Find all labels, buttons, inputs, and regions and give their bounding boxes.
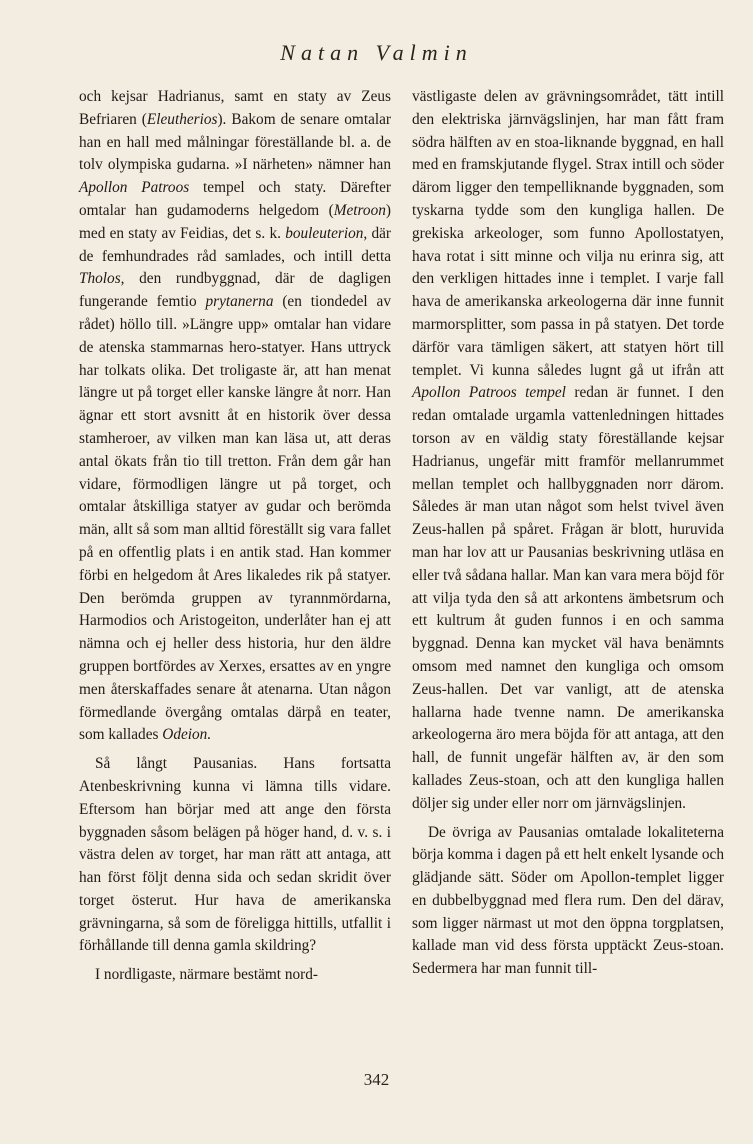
left-paragraph-3: I nordligaste, närmare bestämt nord- [95,966,318,984]
left-column [79,86,391,987]
italic-term: bouleuterion, [285,224,368,242]
page-number: 342 [363,1070,390,1089]
italic-term: Metroon [333,201,386,219]
italic-term: Apollon Patroos tempel [412,384,566,402]
italic-term: Tholos, [79,270,125,288]
left-paragraph-1: och kejsar Hadrianus, samt en staty av Zeus Befriaren (Eleutherios). Bakom de senare omtalar han en hall med målningar föreställande bl. a. de tolv olympiska gudarna. »I närheten» nämner han Apollon Patroos tempel och staty. Därefter omtalar han gudamoderns helgedom (Metroon) med en staty av Feidias, det s. k. bouleuterion, där de femhundrades råd samlades, och intill detta Tholos, den rundbyggnad, där de dagligen fungerande femtio prytanerna (en tiondedel av rådet) höllo till. »Längre upp» omtalar han vidare de atenska stammarnas hero-statyer. Hans uttryck har tolkats olika. Det troligaste är, att han menat längre ut på torget eller kanske längre åt norr. Han ägnar ett stort avsnitt åt en historik över dessa stamheroer, av vilken man kan läsa ut, att deras antal ökats från tio till tretton. Från dem går han vidare, förmodligen längre ut på torget, och omtalar åtskilliga statyer av gudar och berömda män, allt så som man alltid föreställt sig vara fallet på en offentlig plats i en antik stad. Han kommer förbi en helgedom åt Ares likaledes rik på statyer. Den berömda gruppen av tyrannmördarna, Harmodios och Aristogeiton, underlåter han ej att nämna och ej heller dess historia, hur den äldre gruppen bortfördes av Xerxes, ersattes av en yngre men återskaffades senare åt atenarna. Utan någon förmedlande övergång omtalas därpå en teater, som kallades Odeion. [79,88,392,744]
right-paragraph-2: De övriga av Pausanias omtalade lokaliteterna börja komma i dagen på ett helt enkelt lysande och glädjande sätt. Söder om Apollon-templet ligger en dubbelbyggnad med flera rum. Den del därav, som ligger närmast ut mot den öppna torgplatsen, kallade man vid dess första upptäckt Zeus-stoan. Sedermera har man funnit till- [412,823,724,978]
italic-term: prytanerna [205,293,274,311]
italic-term: Eleutherios [146,110,218,128]
italic-term: Apollon Patroos [79,179,190,197]
right-column [412,86,724,981]
right-paragraph-1: västligaste delen av grävningsområdet, tätt intill den elektriska järnvägslinjen, har man fått fram södra hälften av en stoa-liknande byggnad, en hall med en framskjutande flygel. Strax intill och söder därom ligger den tempelliknande byggnaden, som tyskarna tydde som den kungliga hallen. De grekiska arkeologer, som funno Apollostatyen, hava rotat i sitt minne och vilja nu erinra sig, att den verkligen hittades inne i templet. I varje fall hava de amerikanska arkeologerna där inne funnit marmorsplitter, som passa in på statyen. Det torde därför vara tämligen säkert, att statyen hört till templet. Vi kunna således lugnt gå ut ifrån att Apollon Patroos tempel redan är funnet. I den redan omtalade urgamla vattenledningen hittades torson av en väldig staty föreställande kejsar Hadrianus, ungefär mitt framför mellanrummet mellan templet och hallbyggnaden norr därom. Således är man utan något som helst tvivel även Zeus-hallen på spåret. Frågan är blott, huruvida man har lov att ur Pausanias beskrivning utläsa en eller två sådana hallar. Man kan vara mera böjd för att vilja tyda den så att arkontens ämbetsrum och ett kultrum åt guden funnos i en och samma byggnad. Denna kan mycket väl hava benämnts omsom med namnet den kungliga och omsom Zeus-hallen. Det var vanligt, att de atenska hallarna hade tvenne namn. De amerikanska arkeologerna äro mera böjda för att antaga, att den hall, de funnit ungefär hälften av, är den som kallades Zeus-stoan, och att den kungliga hallen döljer sig under eller norr om järnvägslinjen. [412,88,724,812]
running-header: Natan Valmin [280,40,473,65]
italic-term: Odeion. [162,726,212,744]
left-paragraph-2: Så långt Pausanias. Hans fortsatta Atenbeskrivning kunna vi lämna tills vidare. Eftersom han börjar med att ange den första byggnaden såsom belägen på höger hand, d. v. s. i västra delen av torget, har man rätt att antaga, att han först följt denna sida och sedan skridit över torget österut. Hur hava de amerikanska grävningarna, så som de föreligga hittills, utfallit i förhållande till denna gamla skildring? [79,755,391,955]
